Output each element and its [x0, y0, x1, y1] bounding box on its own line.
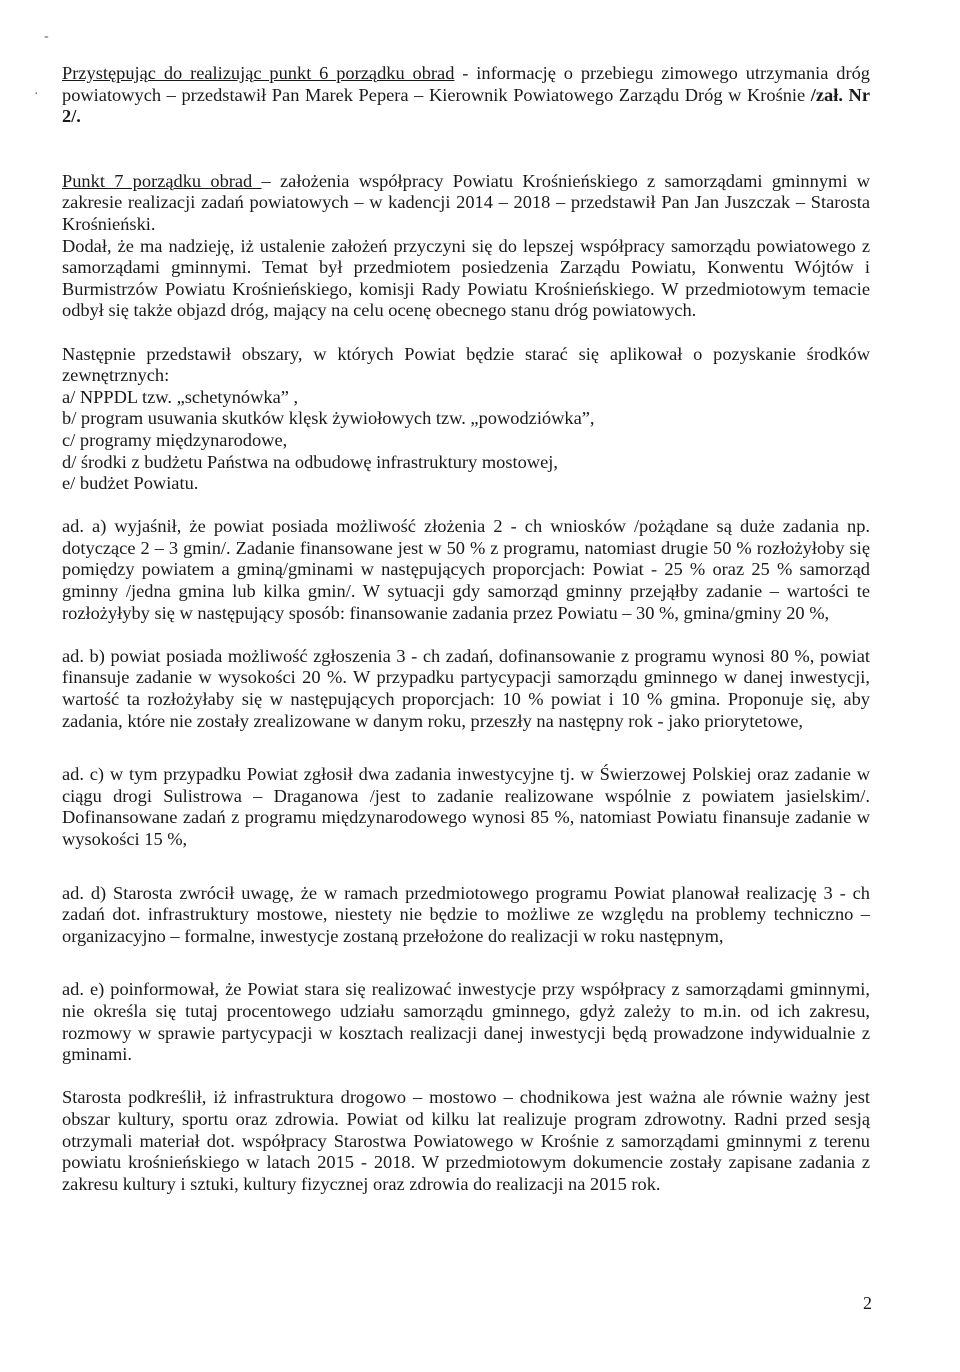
list-item: e/ budżet Powiatu. — [62, 473, 199, 494]
paragraph-ad-c: ad. c) w tym przypadku Powiat zgłosił dwa zadania inwestycyjne tj. w Świerzowej Polskiej oraz zadanie w ciągu drogi Sulistrowa – Draganowa /jest to zadanie realizowane wspólnie z powiatem jasielskim/. Dofinansowane zadań z programu międzynarodowego wynosi 85 %, natomiast Powiatu finansuje zadanie w wysokości 15 %, — [62, 764, 870, 849]
paragraph-ad-d: ad. d) Starosta zwrócił uwagę, że w ramach przedmiotowego programu Powiat planował realizację 3 - ch zadań dot. infrastruktury mostowe, niestety nie będzie to możliwe ze względu na problemy techniczno – organizacyjno – formalne, inwestycje zostaną przełożone do realizacji w roku następnym, — [62, 882, 870, 946]
list-item: a/ NPPDL tzw. „schetynówka” , — [62, 386, 299, 407]
attachment-reference: /zał. Nr 2/. — [62, 84, 870, 127]
scan-margin-mark-side: · — [34, 87, 39, 102]
page-number: 2 — [863, 1293, 872, 1313]
agenda-item-6-heading: Przystępując do realizując punkt 6 porządku obrad — [62, 63, 455, 83]
paragraph-funding-areas-intro: Następnie przedstawił obszary, w których Powiat będzie starać się aplikował o pozyskanie środków zewnętrznych: — [62, 343, 870, 386]
paragraph-item-7-text: – założenia współpracy Powiatu Krośnieńskiego z samorządami gminnymi w zakresie realizacji zadań powiatowych – w kadencji 2014 – 2018 – przedstawił Pan Jan Juszczak – Starosta Krośnieński. — [62, 170, 870, 234]
paragraph-cooperation: Dodał, że ma nadzieję, iż ustalenie założeń przyczyni się do lepszej współpracy samorządu powiatowego z samorządami gminnymi. Temat był przedmiotem posiedzenia Zarządu Powiatu, Konwentu Wójtów i Burmistrzów Powiatu Krośnieńskiego, komisji Rady Powiatu Krośnieńskiego. W przedmiotowym temacie odbył się także objazd dróg, mający na celu ocenę obecnego stanu dróg powiatowych. — [62, 235, 870, 321]
paragraph-item-6 — [62, 63, 870, 128]
list-item: c/ programy międzynarodowe, — [62, 429, 288, 450]
paragraph-final: Starosta podkreślił, iż infrastruktura drogowo – mostowo – chodnikowa jest ważna ale równie ważny jest obszar kultury, sportu oraz zdrowia. Powiat od kilku lat realizuje program zdrowotny. Radni przed sesją otrzymali materiał dot. współpracy Starostwa Powiatowego w Krośnie z samorządami gminnymi z terenu powiatu krośnieńskiego w latach 2015 - 2018. W przedmiotowym dokumencie zostały zapisane zadania z zakresu kultury i sztuki, kultury fizycznej oraz zdrowia do realizacji na 2015 rok. — [62, 1087, 870, 1194]
funding-areas-list — [62, 387, 870, 495]
list-item: b/ program usuwania skutków klęsk żywiołowych tzw. „powodziówka”, — [62, 408, 595, 429]
paragraph-item-6-text: - informację o przebiegu zimowego utrzymania dróg powiatowych – przedstawił Pan Marek Pepera – Kierownik Powiatowego Zarządu Dróg w Krośnie — [62, 63, 870, 105]
paragraph-item-7 — [62, 171, 870, 236]
list-item: d/ środki z budżetu Państwa na odbudowę infrastruktury mostowej, — [62, 451, 558, 472]
paragraph-ad-a: ad. a) wyjaśnił, że powiat posiada możliwość złożenia 2 - ch wniosków /pożądane są duże zadania np. dotyczące 2 – 3 gmin/. Zadanie finansowane jest w 50 % z programu, natomiast drugie 50 % rozłożyłoby się pomiędzy powiatem a gminą/gminami w następujących proporcjach: Powiat - 25 % oraz 25 % samorząd gminny /jedna gmina lub kilka gmin/. W sytuacji gdy samorząd gminny przejąłby zadanie – wartości te rozłożyłyby się w następujący sposób: finansowanie zadania przez Powiatu – 30 %, gmina/gminy 20 %, — [62, 516, 870, 623]
paragraph-ad-b: ad. b) powiat posiada możliwość zgłoszenia 3 - ch zadań, dofinansowanie z programu wynosi 80 %, powiat finansuje zadanie w wysokości 20 %. W przypadku partycypacji samorządu gminnego w danej inwestycji, wartość ta rozłożyłaby się w następujących proporcjach: 10 % powiat i 10 % gmina. Proponuje się, aby zadania, które nie zostały zrealizowane w danym roku, przeszły na następny rok - jako priorytetowe, — [62, 645, 870, 731]
paragraph-ad-e: ad. e) poinformował, że Powiat stara się realizować inwestycje przy współpracy z samorządami gminnymi, nie określa się tutaj procentowego udziału samorządu gminnego, gdyż zależy to m.in. od ich zakresu, rozmowy w sprawie partycypacji w kosztach realizacji danej inwestycji będą prowadzone indywidualnie z gminami. — [62, 979, 870, 1065]
agenda-item-7-heading: Punkt 7 porządku obrad — [62, 170, 262, 191]
scan-margin-mark-top: - — [44, 29, 49, 44]
document-body — [62, 63, 870, 1195]
